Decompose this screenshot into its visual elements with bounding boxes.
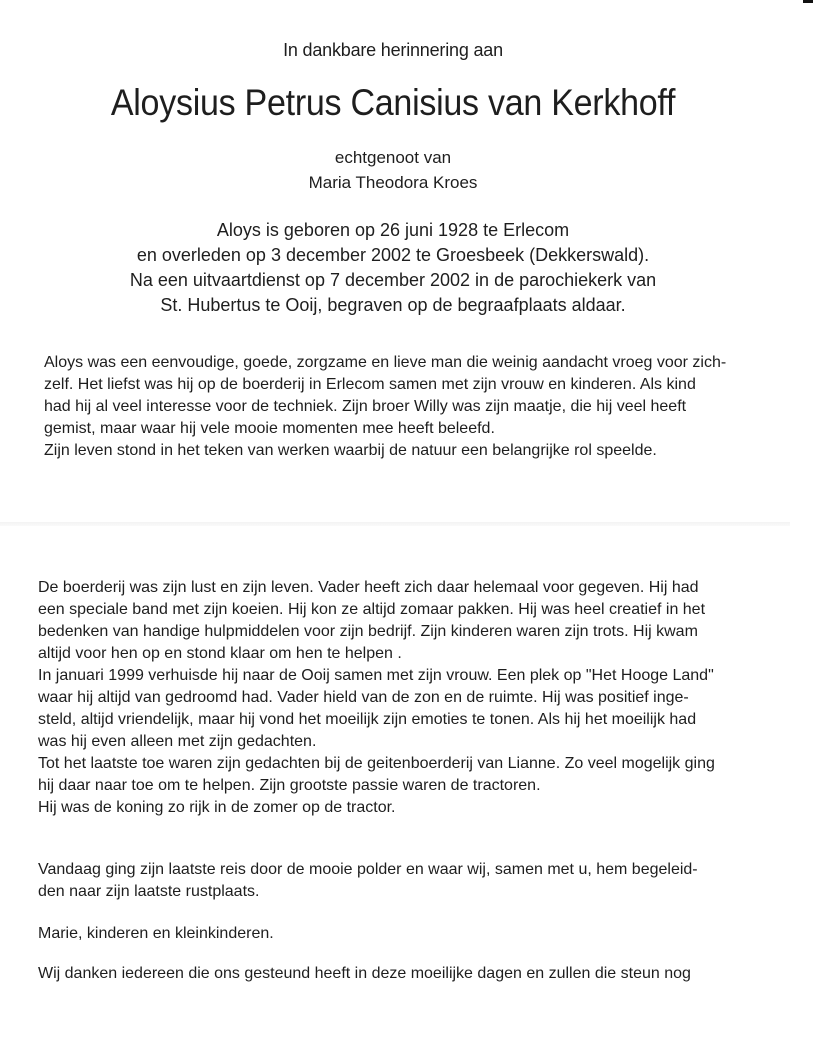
fact-line: Aloys is geboren op 26 juni 1928 te Erlecom (216, 220, 570, 240)
closing-line: Wij danken iedereen die ons gesteund heeft in deze moeilijke dagen en zullen die steun nog (38, 965, 691, 982)
fact-line: Na een uitvaartdienst op 7 december 2002 in de parochiekerk van (129, 270, 657, 290)
text-line: Vandaag ging zijn laatste reis door de mooie polder en waar wij, samen met u, hem begeleid- (38, 861, 698, 878)
text-line: gemist, maar waar hij vele mooie momenten mee heeft beleefd. (44, 420, 495, 437)
spouse-label: echtgenoot van (334, 148, 452, 167)
text-line: hij daar naar toe om te helpen. Zijn grootste passie waren de tractoren. (38, 777, 541, 794)
paragraph-character (44, 352, 726, 462)
text-line: Aloys was een eenvoudige, goede, zorgzame en lieve man die weinig aandacht vroeg voor zich- (44, 354, 727, 371)
fact-line: en overleden op 3 december 2002 te Groesbeek (Dekkerswald). (136, 245, 650, 265)
corner-mark (803, 0, 813, 3)
text-line: was hij even alleen met zijn gedachten. (38, 733, 317, 750)
signature-line: Marie, kinderen en kleinkinderen. (38, 925, 274, 942)
fold-divider (0, 522, 790, 526)
text-line: In januari 1999 verhuisde hij naar de Ooij samen met zijn vrouw. Een plek op "Het Hooge Land" (38, 667, 714, 684)
text-line: bedenken van handige hulpmiddelen voor zijn bedrijf. Zijn kinderen waren zijn trots. Hij kwam (38, 623, 698, 640)
intro-text: In dankbare herinnering aan (283, 40, 503, 60)
paragraph-farm-life (38, 577, 715, 819)
spouse-name: Maria Theodora Kroes (308, 173, 478, 192)
text-line: Zijn leven stond in het teken van werken waarbij de natuur een belangrijke rol speelde. (44, 442, 657, 459)
fact-line: St. Hubertus te Ooij, begraven op de begraafplaats aldaar. (160, 295, 626, 315)
paragraph-last-journey (38, 859, 698, 903)
text-line: waar hij altijd van gedroomd had. Vader hield van de zon en de ruimte. Hij was positief inge- (38, 689, 689, 706)
text-line: een speciale band met zijn koeien. Hij kon ze altijd zomaar pakken. Hij was heel creatief in het (38, 601, 706, 618)
text-line: De boerderij was zijn lust en zijn leven. Vader heeft zich daar helemaal voor gegeven. Hij had (38, 579, 699, 596)
text-line: altijd voor hen op en stond klaar om hen te helpen . (38, 645, 402, 662)
life-facts (0, 218, 786, 318)
text-line: zelf. Het liefst was hij op de boerderij in Erlecom samen met zijn vrouw en kinderen. Als kind (44, 376, 696, 393)
deceased-name: Aloysius Petrus Canisius van Kerkhoff (110, 82, 676, 123)
text-line: den naar zijn laatste rustplaats. (38, 883, 260, 900)
text-line: steld, altijd vriendelijk, maar hij vond het moeilijk zijn emoties te tonen. Als hij het moeilijk had (38, 711, 697, 728)
text-line: had hij al veel interesse voor de techniek. Zijn broer Willy was zijn maatje, die hij veel heeft (44, 398, 687, 415)
text-line: Hij was de koning zo rijk in de zomer op de tractor. (38, 799, 396, 816)
text-line: Tot het laatste toe waren zijn gedachten bij de geitenboerderij van Lianne. Zo veel mogelijk ging (38, 755, 715, 772)
